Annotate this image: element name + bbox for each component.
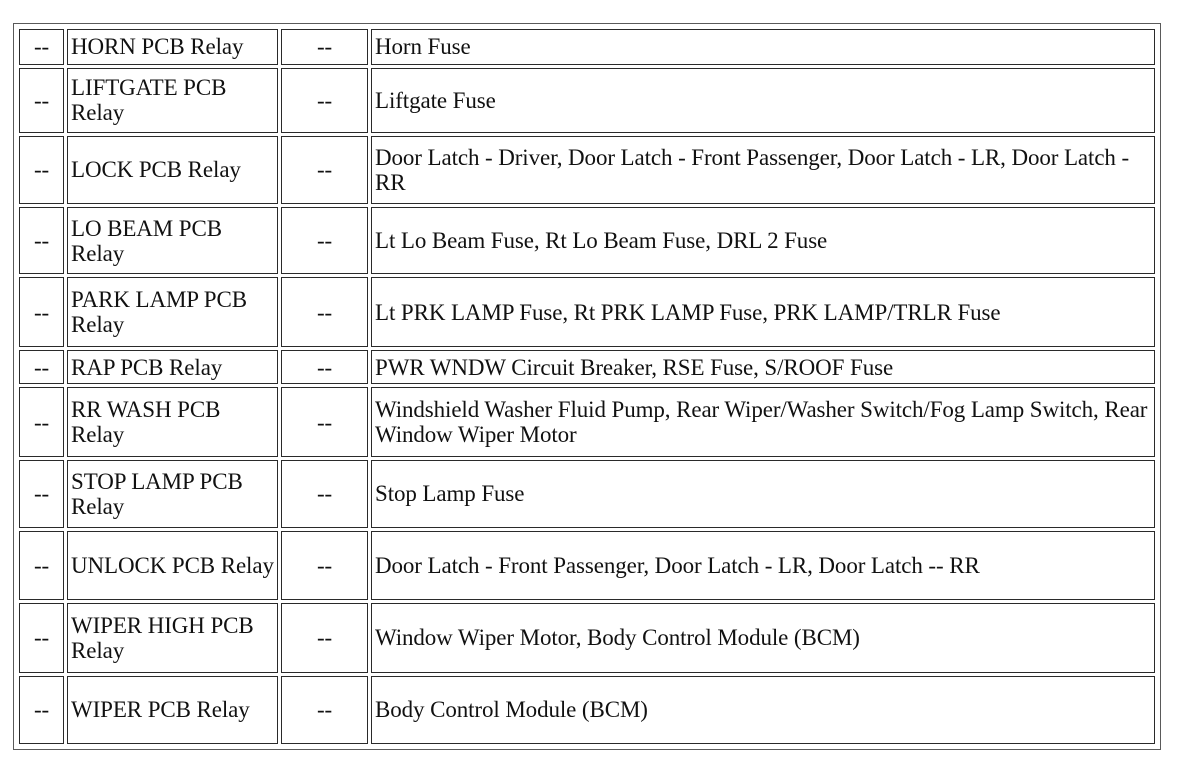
table-row (19, 68, 1155, 133)
table-cell-col3: -- (281, 350, 368, 385)
circuits-cell: Lt Lo Beam Fuse, Rt Lo Beam Fuse, DRL 2 Fuse (371, 207, 1155, 274)
table-cell-col3: -- (281, 603, 368, 672)
table-row (19, 387, 1155, 456)
table-cell-col1: -- (19, 350, 64, 385)
circuits-cell: Stop Lamp Fuse (371, 460, 1155, 528)
table-cell-col1: -- (19, 277, 64, 346)
relay-name-cell: RR WASH PCB Relay (67, 387, 278, 456)
relay-name-cell: STOP LAMP PCB Relay (67, 460, 278, 528)
table-cell-col1: -- (19, 676, 64, 744)
table-cell-col1: -- (19, 136, 64, 204)
relay-name-cell: LIFTGATE PCB Relay (67, 68, 278, 133)
table-row (19, 29, 1155, 65)
circuits-cell: Window Wiper Motor, Body Control Module (BCM) (371, 603, 1155, 672)
relay-table-frame (13, 23, 1161, 750)
table-row (19, 531, 1155, 600)
relay-name-cell: PARK LAMP PCB Relay (67, 277, 278, 346)
relay-name-cell: HORN PCB Relay (67, 29, 278, 65)
table-cell-col3: -- (281, 29, 368, 65)
table-row (19, 460, 1155, 528)
relay-name-cell: WIPER PCB Relay (67, 676, 278, 744)
circuits-cell: Horn Fuse (371, 29, 1155, 65)
table-cell-col3: -- (281, 531, 368, 600)
table-cell-col3: -- (281, 277, 368, 346)
circuits-cell: Door Latch - Driver, Door Latch - Front Passenger, Door Latch - LR, Door Latch - RR (371, 136, 1155, 204)
relay-name-cell: LO BEAM PCB Relay (67, 207, 278, 274)
circuits-cell: Windshield Washer Fluid Pump, Rear Wiper/Washer Switch/Fog Lamp Switch, Rear Window Wiper Motor (371, 387, 1155, 456)
table-cell-col1: -- (19, 29, 64, 65)
relay-name-cell: UNLOCK PCB Relay (67, 531, 278, 600)
table-cell-col1: -- (19, 531, 64, 600)
circuits-cell: Liftgate Fuse (371, 68, 1155, 133)
table-cell-col1: -- (19, 207, 64, 274)
table-cell-col3: -- (281, 136, 368, 204)
relay-name-cell: RAP PCB Relay (67, 350, 278, 385)
circuits-cell: PWR WNDW Circuit Breaker, RSE Fuse, S/ROOF Fuse (371, 350, 1155, 385)
table-cell-col1: -- (19, 387, 64, 456)
table-cell-col1: -- (19, 68, 64, 133)
circuits-cell: Lt PRK LAMP Fuse, Rt PRK LAMP Fuse, PRK LAMP/TRLR Fuse (371, 277, 1155, 346)
relay-table (16, 26, 1158, 747)
table-cell-col3: -- (281, 207, 368, 274)
table-cell-col3: -- (281, 387, 368, 456)
circuits-cell: Body Control Module (BCM) (371, 676, 1155, 744)
table-row (19, 277, 1155, 346)
table-cell-col3: -- (281, 68, 368, 133)
table-cell-col3: -- (281, 676, 368, 744)
relay-name-cell: WIPER HIGH PCB Relay (67, 603, 278, 672)
table-cell-col1: -- (19, 603, 64, 672)
table-row (19, 603, 1155, 672)
table-row (19, 207, 1155, 274)
table-cell-col1: -- (19, 460, 64, 528)
table-row (19, 136, 1155, 204)
relay-name-cell: LOCK PCB Relay (67, 136, 278, 204)
table-row (19, 676, 1155, 744)
table-row (19, 350, 1155, 385)
circuits-cell: Door Latch - Front Passenger, Door Latch - LR, Door Latch -- RR (371, 531, 1155, 600)
table-cell-col3: -- (281, 460, 368, 528)
